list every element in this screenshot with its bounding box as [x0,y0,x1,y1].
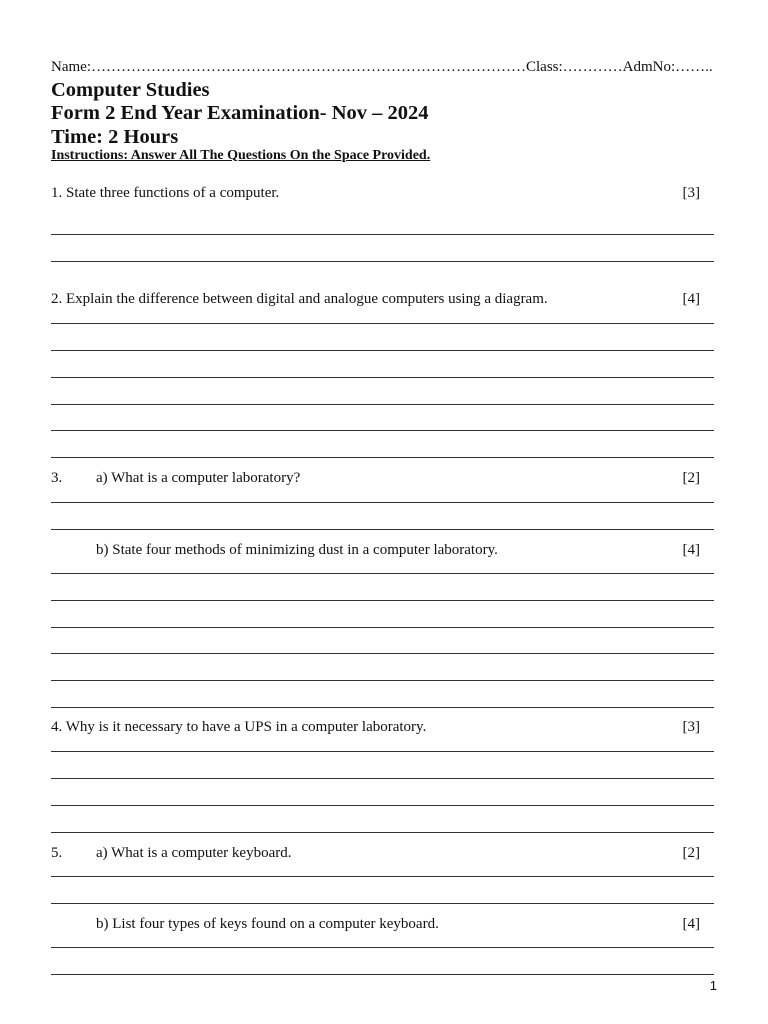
answer-line[interactable] [51,653,714,654]
answer-line[interactable] [51,404,714,405]
answer-line[interactable] [51,350,714,351]
question-5b-text: b) List four types of keys found on a computer keyboard. [96,916,439,932]
answer-line[interactable] [51,529,714,530]
answer-line[interactable] [51,974,714,975]
answer-line[interactable] [51,903,714,904]
answer-line[interactable] [51,947,714,948]
question-3-number: 3. [51,470,63,486]
answer-line[interactable] [51,430,714,431]
student-details-line: Name:……………………………………………………………………………Class:…………AdmNo:…….. [51,59,713,75]
subject-title: Computer Studies [51,79,210,101]
answer-line[interactable] [51,778,714,779]
question-2-marks: [4] [682,291,700,307]
exam-duration: Time: 2 Hours [51,126,179,148]
question-5a-text: a) What is a computer keyboard. [96,845,292,861]
answer-line[interactable] [51,707,714,708]
question-4-text: 4. Why is it necessary to have a UPS in a computer laboratory. [51,719,427,735]
question-5b-marks: [4] [682,916,700,932]
question-5-number: 5. [51,845,63,861]
page-number: 1 [709,978,717,993]
question-3a-marks: [2] [682,470,700,486]
question-4-marks: [3] [682,719,700,735]
answer-line[interactable] [51,323,714,324]
answer-line[interactable] [51,832,714,833]
answer-line[interactable] [51,600,714,601]
answer-line[interactable] [51,457,714,458]
question-2-text: 2. Explain the difference between digital and analogue computers using a diagram. [51,291,548,307]
answer-line[interactable] [51,573,714,574]
answer-line[interactable] [51,876,714,877]
question-3b-marks: [4] [682,542,700,558]
answer-line[interactable] [51,751,714,752]
question-3a-text: a) What is a computer laboratory? [96,470,301,486]
exam-title: Form 2 End Year Examination- Nov – 2024 [51,102,429,124]
question-3b-text: b) State four methods of minimizing dust in a computer laboratory. [96,542,498,558]
answer-line[interactable] [51,502,714,503]
answer-line[interactable] [51,680,714,681]
answer-line[interactable] [51,261,714,262]
answer-line[interactable] [51,805,714,806]
question-1-marks: [3] [682,185,700,201]
answer-line[interactable] [51,234,714,235]
answer-line[interactable] [51,377,714,378]
answer-line[interactable] [51,627,714,628]
question-5a-marks: [2] [682,845,700,861]
instructions: Instructions: Answer All The Questions On the Space Provided. [51,148,431,163]
question-1-text: 1. State three functions of a computer. [51,185,280,201]
